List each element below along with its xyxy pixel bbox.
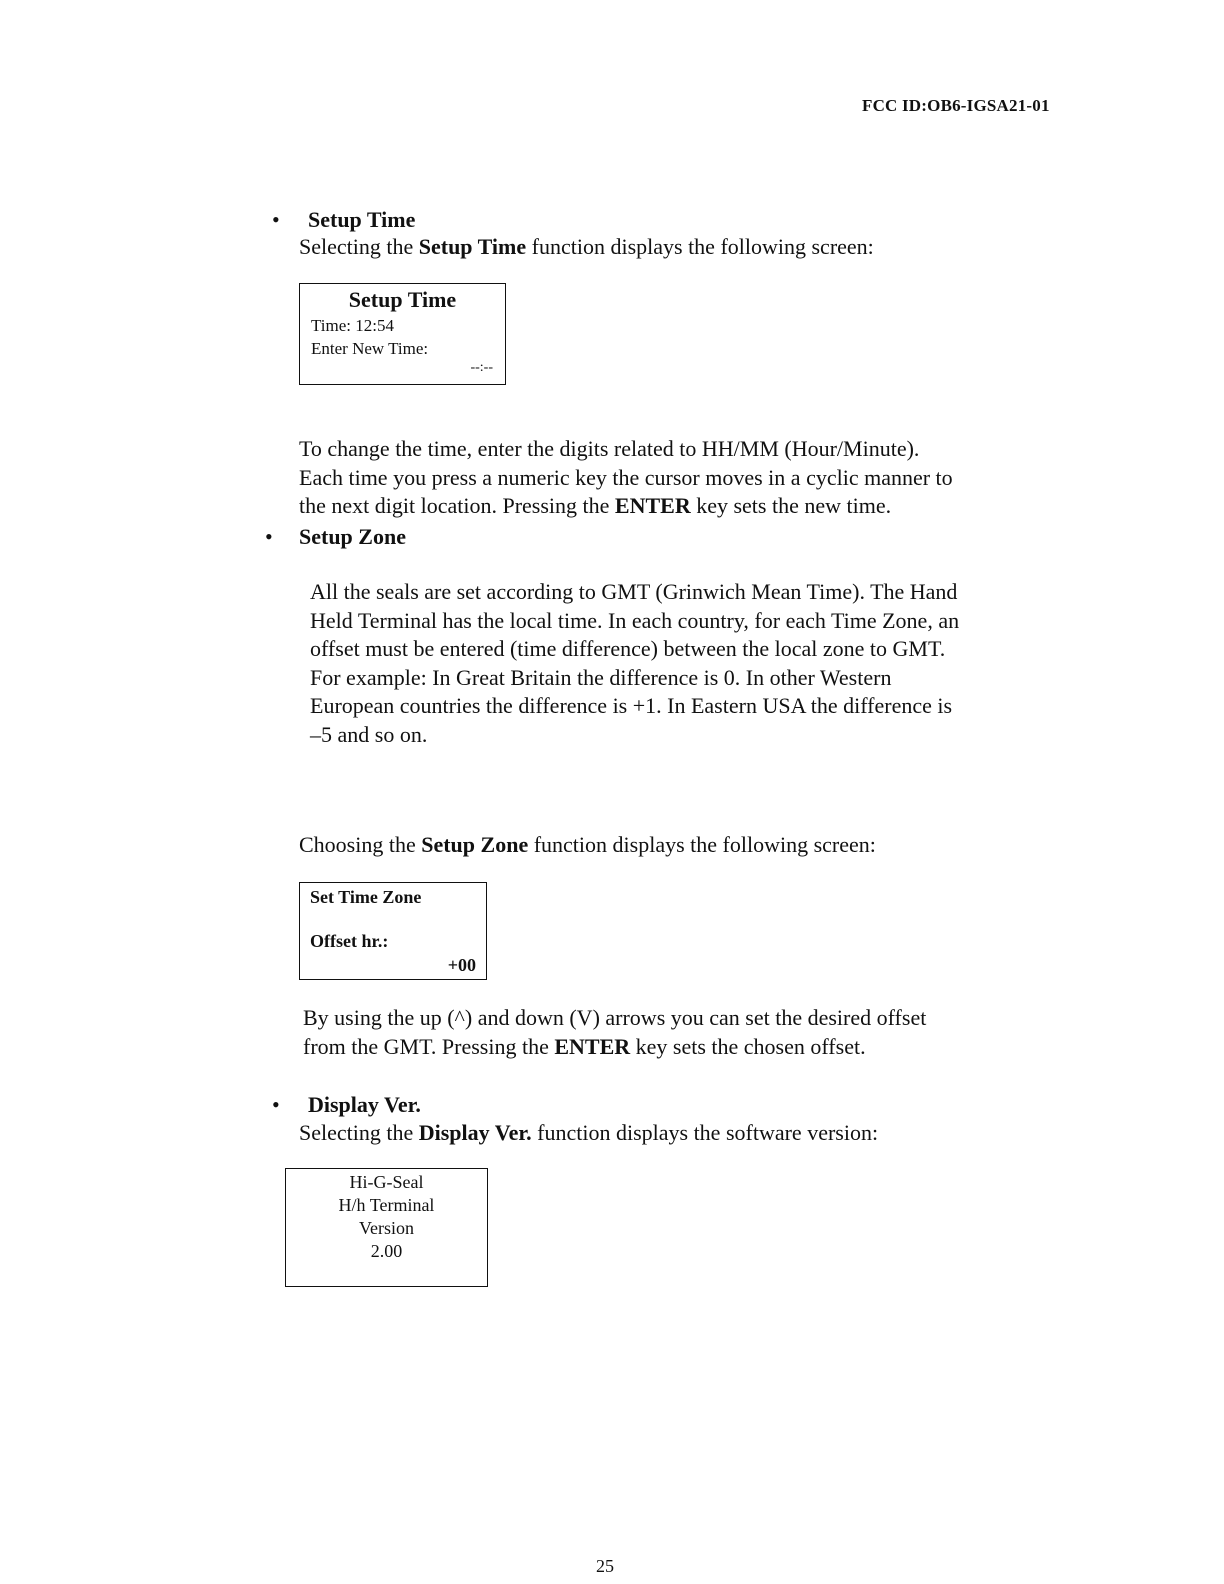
setup-zone-paragraph	[310, 578, 959, 749]
screen-prompt: Enter New Time:	[311, 339, 429, 358]
heading-display-ver: Display Ver.	[308, 1092, 421, 1117]
setup-time-screen	[299, 283, 506, 385]
text-run: key sets the chosen offset.	[630, 1033, 866, 1059]
paragraph-line	[299, 492, 953, 521]
set-time-zone-screen	[299, 882, 487, 980]
paragraph-line: –5 and so on.	[310, 721, 428, 747]
paragraph-line: By using the up (^) and down (V) arrows you can set the desired offset	[303, 1005, 927, 1030]
paragraph-line: Held Terminal has the local time. In each country, for each Time Zone, an	[310, 607, 960, 633]
screen-title: Set Time Zone	[310, 887, 422, 907]
intro-text: function displays the software version:	[531, 1120, 879, 1145]
setup-time-paragraph	[299, 435, 953, 521]
screen-time-line: Time: 12:54	[311, 316, 394, 335]
fcc-id-header: FCC ID:OB6-IGSA21-01	[862, 96, 1050, 115]
screen-version-label: Version	[359, 1218, 414, 1238]
intro-text: Selecting the	[299, 234, 419, 259]
text-run: the next digit location. Pressing the	[299, 493, 615, 518]
bullet-setup-zone: •	[265, 524, 273, 549]
paragraph-line: To change the time, enter the digits related to HH/MM (Hour/Minute).	[299, 436, 920, 461]
intro-text: Selecting the	[299, 1120, 419, 1145]
heading-setup-time: Setup Time	[308, 207, 416, 232]
screen-title: Setup Time	[348, 287, 457, 312]
version-screen	[285, 1168, 488, 1287]
intro-text: function displays the following screen:	[526, 234, 874, 259]
heading-setup-zone: Setup Zone	[299, 524, 406, 549]
screen-offset-value: +00	[447, 955, 476, 975]
screen-device-name: H/h Terminal	[338, 1195, 435, 1215]
paragraph-line: Each time you press a numeric key the cursor moves in a cyclic manner to	[299, 464, 953, 490]
screen-entry: --:--	[470, 360, 493, 375]
text-run: key sets the new time.	[690, 493, 892, 518]
enter-key-label: ENTER	[554, 1033, 631, 1059]
paragraph-line: For example: In Great Britain the difference is 0. In other Western	[310, 664, 892, 690]
intro-text: function displays the following screen:	[528, 832, 876, 857]
screen-offset-label: Offset hr.:	[310, 931, 389, 951]
paragraph-line: All the seals are set according to GMT (Grinwich Mean Time). The Hand	[310, 579, 958, 604]
setup-time-intro	[299, 233, 874, 262]
paragraph-line: European countries the difference is +1. In Eastern USA the difference is	[310, 693, 953, 718]
setup-zone-intro	[299, 831, 876, 860]
intro-bold: Setup Zone	[421, 832, 529, 857]
intro-bold: Setup Time	[418, 234, 527, 259]
display-ver-intro	[299, 1119, 878, 1148]
paragraph-line	[303, 1033, 926, 1062]
bullet-display-ver: •	[272, 1092, 280, 1117]
paragraph-line: offset must be entered (time difference) between the local zone to GMT.	[310, 636, 946, 661]
text-run: from the GMT. Pressing the	[303, 1033, 555, 1059]
bullet-setup-time: •	[272, 207, 280, 232]
screen-version-number: 2.00	[370, 1241, 403, 1261]
setup-zone-arrows-paragraph	[303, 1004, 926, 1061]
intro-text: Choosing the	[299, 832, 422, 857]
enter-key-label: ENTER	[614, 493, 691, 518]
screen-product-name: Hi-G-Seal	[349, 1172, 424, 1192]
page-number: 25	[596, 1556, 614, 1576]
intro-bold: Display Ver.	[418, 1120, 532, 1145]
